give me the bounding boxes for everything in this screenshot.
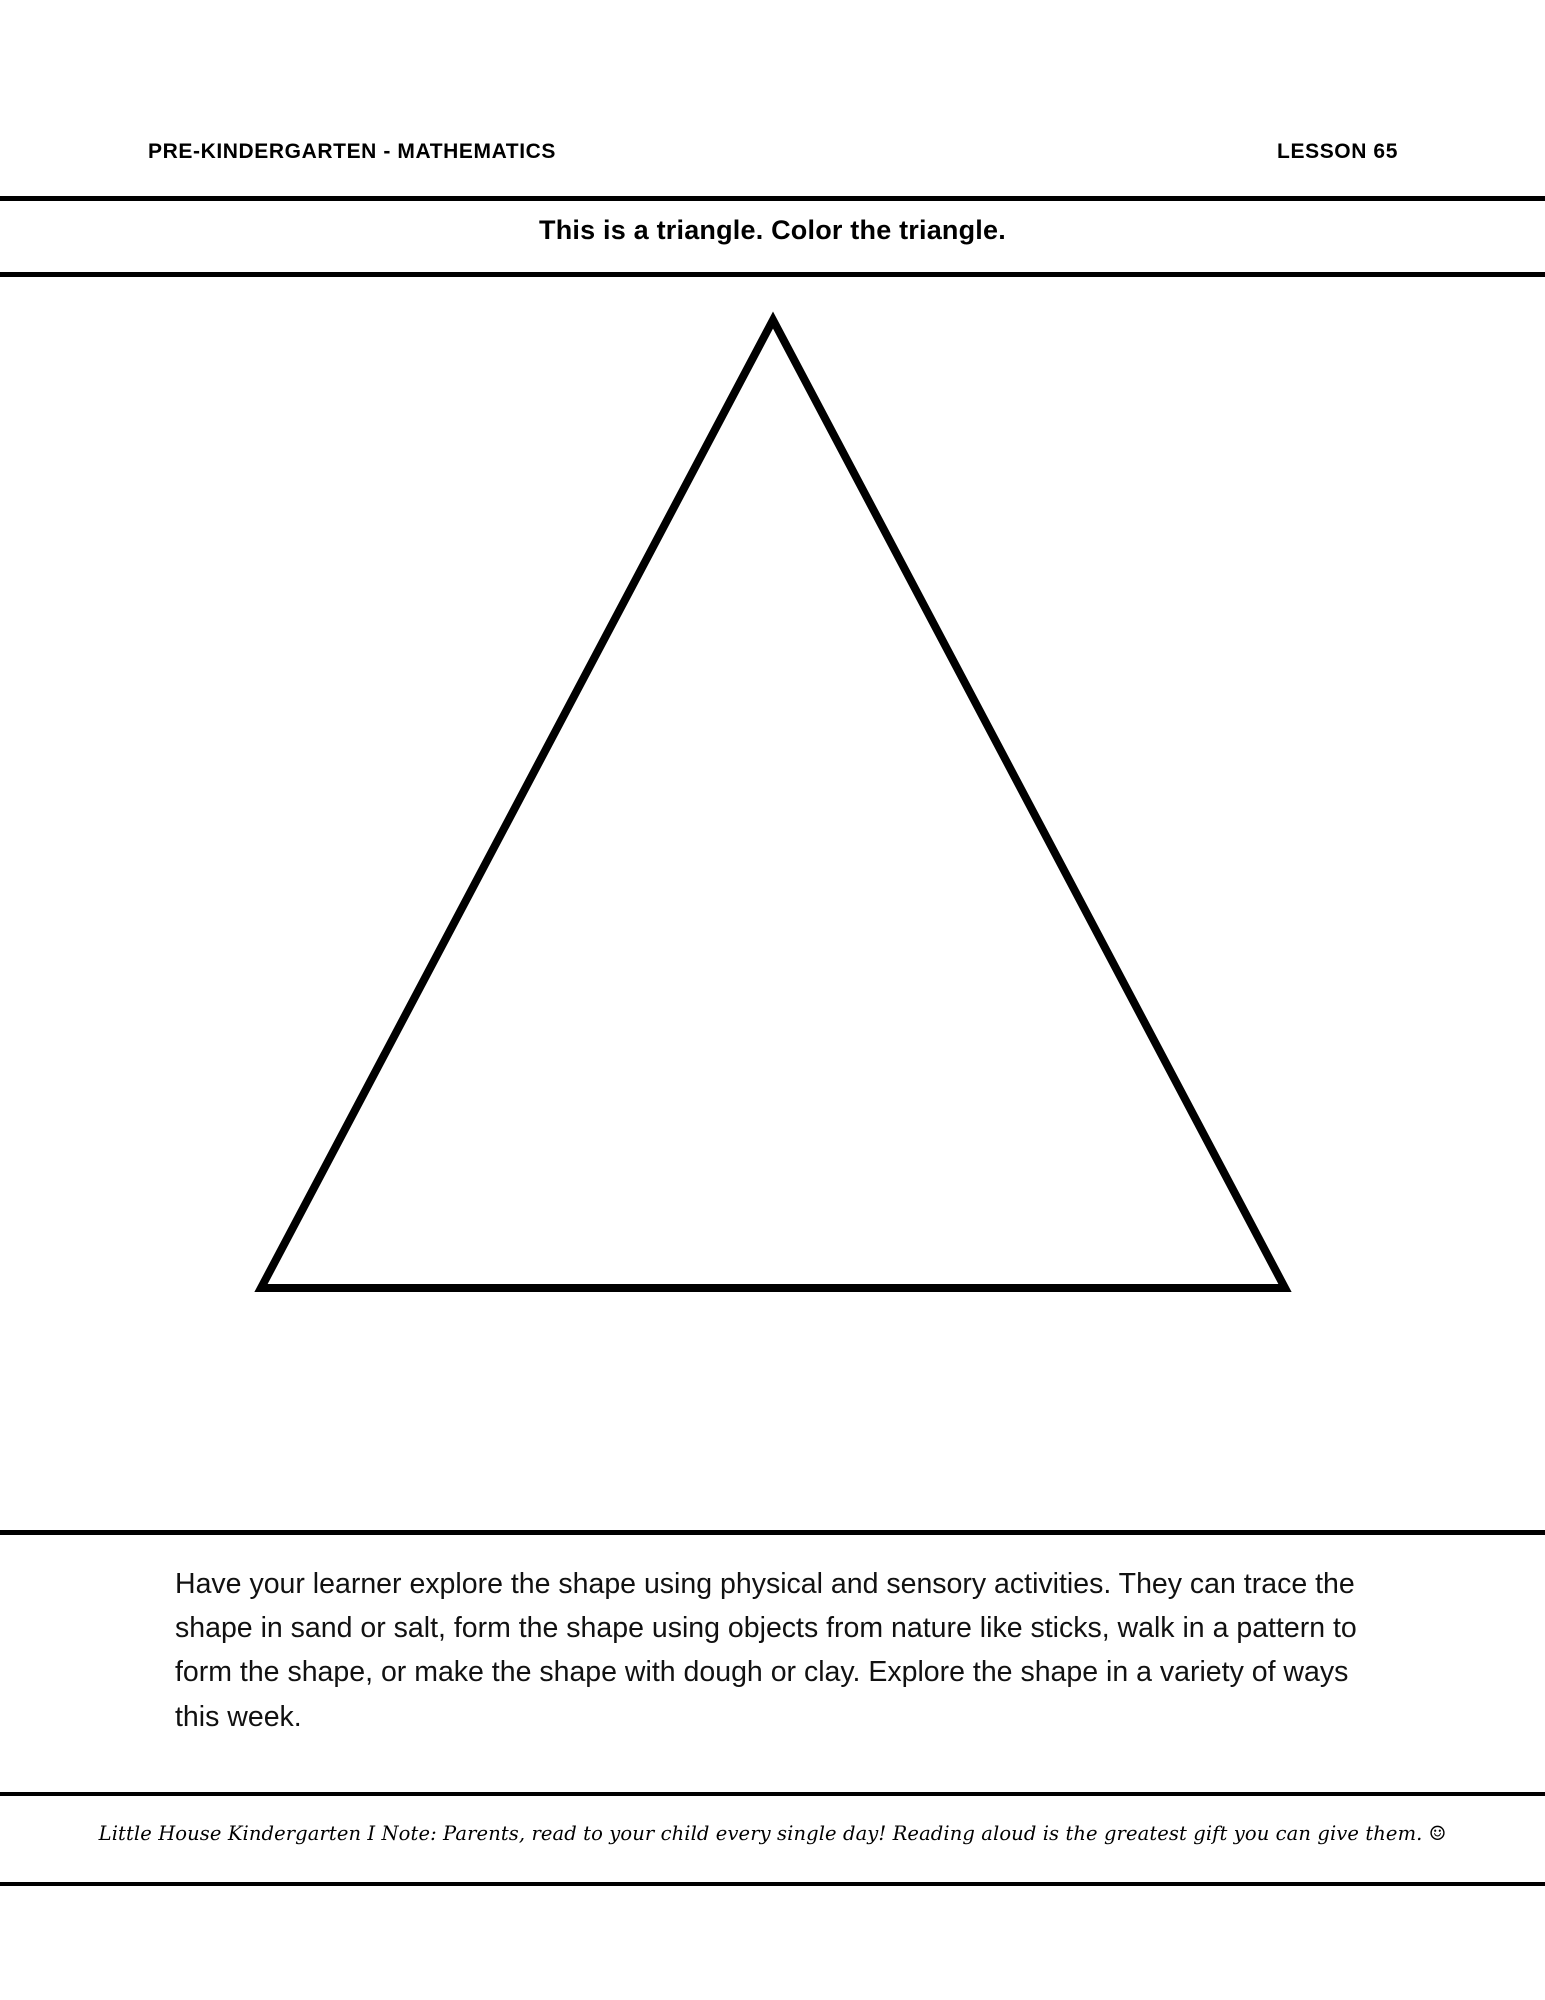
divider-under-title <box>0 272 1545 277</box>
triangle-icon <box>173 300 1373 1310</box>
parent-instructions: Have your learner explore the shape using physical and sensory activities. They can trace the shape in sand or salt, form the shape using objects from nature like sticks, walk in a pattern to form the shape, or make the shape with dough or clay. Explore the shape in a variety of ways this week. <box>175 1568 1357 1733</box>
subject-label: PRE-KINDERGARTEN - MATHEMATICS <box>148 140 557 163</box>
page-title: This is a triangle. Color the triangle. <box>539 215 1006 245</box>
footer-note: Little House Kindergarten I Note: Parents, read to your child every single day! Reading aloud is the greatest gift you can give them. ☺ <box>98 1822 1447 1845</box>
divider-below-instructions <box>0 1792 1545 1796</box>
shape-canvas <box>0 300 1545 1500</box>
divider-top <box>0 196 1545 201</box>
lesson-number-label: LESSON 65 <box>1277 140 1398 163</box>
divider-above-instructions <box>0 1530 1545 1535</box>
page-header <box>148 140 1398 164</box>
divider-bottom <box>0 1882 1545 1886</box>
